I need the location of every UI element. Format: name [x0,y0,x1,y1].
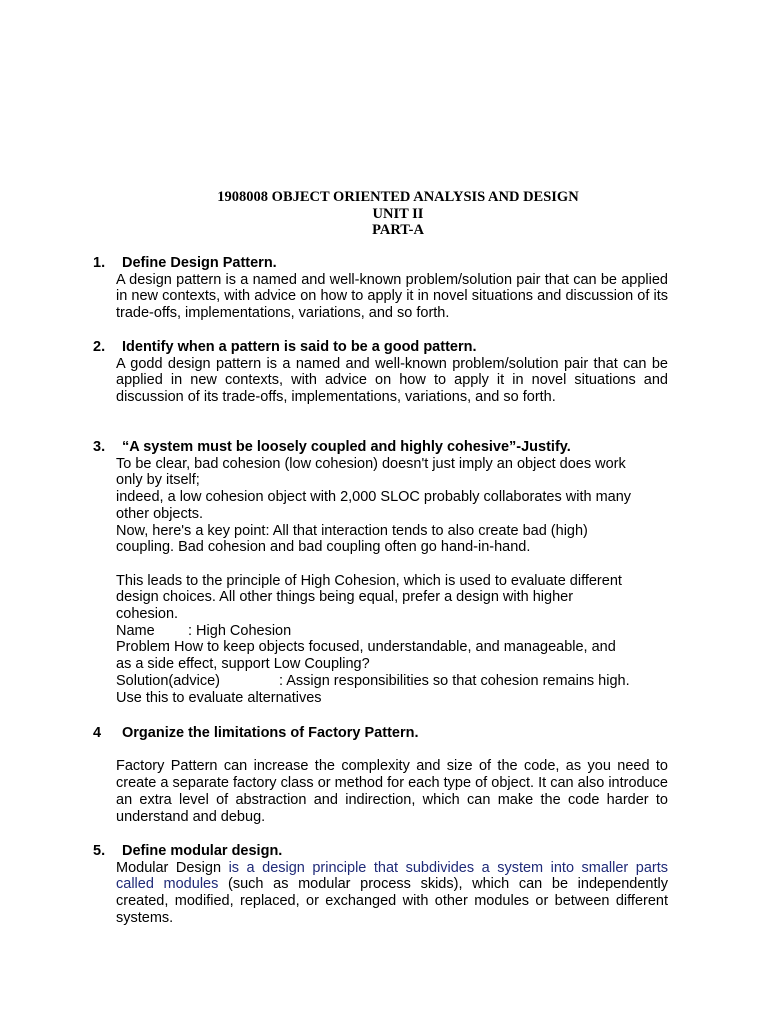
answer-line: cohesion. [116,606,179,623]
question-heading [93,725,683,742]
unit-title: UNIT II [372,205,424,222]
modular-design-detail: (such as modular process skids), which can be independently created, modified, replaced, or exchanged with other modules or between different systems. [116,876,668,926]
course-title: 1908008 OBJECT ORIENTED ANALYSIS AND DESIGN [217,189,579,205]
answer-line: coupling. Bad cohesion and bad coupling often go hand-in-hand. [116,539,531,556]
answer-text: Factory Pattern can increase the complexity and size of the code, as you need to create a separate factory class or method for each type of object. It can also introduce an extra level of abstraction and indirection, which can make the code harder to understand and debug. [116,758,668,825]
question-number: 2. [93,339,106,355]
modular-design-definition: is a design principle that subdivides a system into smaller parts called modules [116,859,669,893]
question-heading [93,439,683,456]
part-title: PART-A [372,222,424,238]
answer-line: other objects. [116,505,204,522]
question-number: 4 [93,725,102,741]
pattern-problem-label: Problem [116,639,170,656]
answer-line: This leads to the principle of High Cohesion, which is used to evaluate different [116,572,622,589]
question-2 [93,339,683,406]
answer-line: Use this to evaluate alternatives [116,689,322,706]
answer-line: Now, here's a key point: All that interaction tends to also create bad (high) [116,522,588,539]
question-title: Identify when a pattern is said to be a good pattern. [122,339,477,355]
question-heading [93,255,683,272]
document-header [0,189,768,239]
pattern-solution-label: Solution(advice) [116,672,220,689]
question-title: “A system must be loosely coupled and highly cohesive”-Justify. [122,439,571,455]
pattern-solution-row [116,673,668,690]
question-number: 5. [93,843,106,859]
question-title: Define Design Pattern. [122,255,277,271]
answer-line: design choices. All other things being equal, prefer a design with higher [116,589,574,606]
answer-text: A godd design pattern is a named and well-known problem/solution pair that can be applied in new contexts, with advice on how to apply it in novel situations and discussion of its trade-offs, implementations, variations, and so forth. [116,355,668,406]
pattern-problem-value: : How to keep objects focused, understandable, and manageable, and [166,639,616,656]
answer-line: indeed, a low cohesion object with 2,000 SLOC probably collaborates with many [116,489,632,506]
question-title: Organize the limitations of Factory Pattern. [122,725,419,741]
question-number: 1. [93,255,106,271]
modular-design-term: Modular Design [116,859,229,876]
question-heading [93,843,683,860]
answer-text [116,860,668,927]
pattern-problem-row [116,639,668,656]
answer-line: To be clear, bad cohesion (low cohesion) doesn't just imply an object does work [116,455,626,472]
answer-text: A design pattern is a named and well-known problem/solution pair that can be applied in new contexts, with advice on how to apply it in novel situations and discussion of its trade-offs, implementations, variations, and so forth. [116,271,668,322]
question-1 [93,255,683,322]
answer-line: only by itself; [116,472,200,489]
question-3 [93,439,683,706]
question-heading [93,339,683,356]
question-title: Define modular design. [122,843,283,859]
question-number: 3. [93,439,106,455]
question-4 [93,725,683,825]
pattern-name-row [116,623,668,640]
answer-body [116,456,668,707]
pattern-name-value: : High Cohesion [188,622,292,639]
pattern-solution-value: : Assign responsibilities so that cohesion remains high. [279,672,630,689]
pattern-name-label: Name [116,622,155,639]
question-5 [93,843,683,927]
answer-line: as a side effect, support Low Coupling? [116,656,370,673]
